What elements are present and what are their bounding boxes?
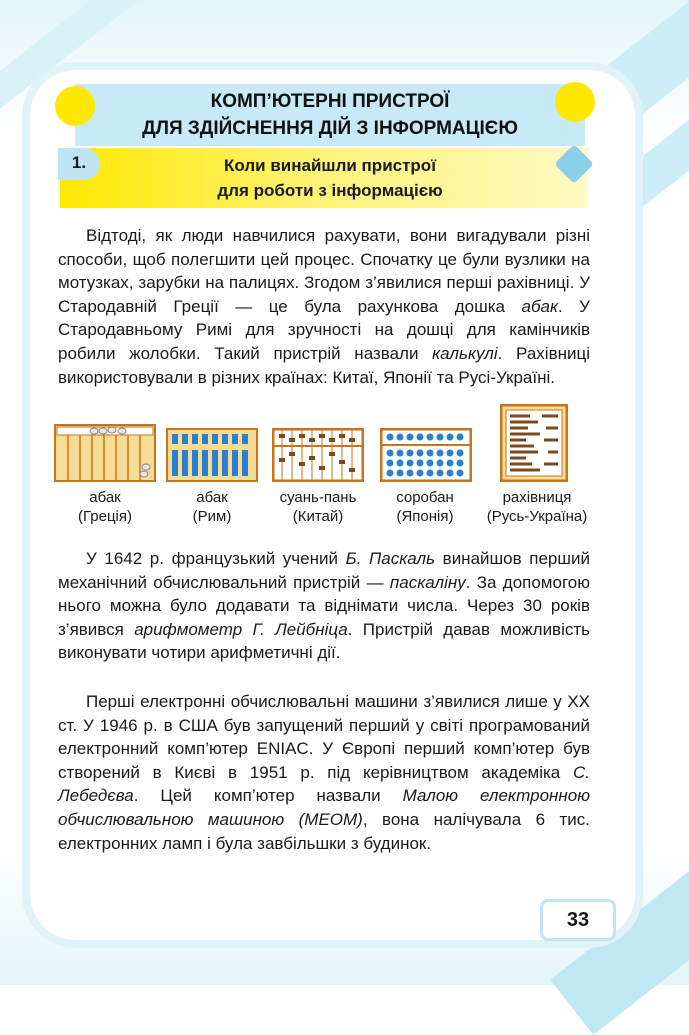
text-run: Перші електронні обчислювальні машини з’явилися лише у XX ст. У 1946 р. в США був запущений перший у світі програмований електронний комп’ютер ENIAC. У Європі перший комп’ютер був створений в Києві в 1951 р. під керівництвом академіка — [58, 692, 590, 782]
term-emphasis: калькулі — [432, 343, 498, 363]
text-run: Відтоді, як люди навчилися рахувати, вони вигадували різні способи, щоб полегшити цей процес. Спочатку це були вузлики на мотузках, зарубки на палицях. Згодом з’явилися перші рахівниці. У Стародавній Греції — це була рахункова дошка — [58, 226, 590, 316]
figure-caption-name: абак — [89, 489, 121, 506]
text-run: . Пристрій давав можливість виконувати чотири арифметичні дії. — [58, 619, 591, 663]
figure-caption — [478, 488, 596, 526]
section-title — [110, 153, 550, 203]
abacus-figures — [50, 404, 595, 534]
section-title-line1: Коли винайшли пристрої — [224, 156, 436, 175]
figure-caption-name: рахівниця — [502, 489, 572, 506]
figure-caption-name: суань-пань — [279, 489, 357, 506]
greek-abacus-icon — [54, 424, 156, 482]
paragraph-2 — [58, 547, 590, 665]
text-run: . Цей комп’ютер назвали — [133, 786, 403, 806]
term-emphasis: Малою електронною обчислювальною машиною (МЕОМ) — [58, 786, 590, 829]
figure-caption-name: соробан — [396, 489, 454, 506]
figure-caption — [263, 488, 373, 526]
term-emphasis: абак — [521, 296, 558, 316]
roman-abacus-icon — [166, 428, 258, 482]
term-emphasis: Б. Паскаль — [345, 549, 436, 568]
figure-caption-origin: (Греція) — [77, 508, 132, 525]
page-number: 33 — [540, 899, 616, 941]
figure-caption — [157, 488, 267, 526]
text-run: . У Стародавньому Римі для зручності на дошці для камінчиків робили жолобки. Такий пристрій назвали — [58, 296, 590, 363]
paragraph-1 — [58, 224, 590, 389]
figure-caption-origin: (Рим) — [192, 508, 232, 525]
text-run: винайшов перший механічний обчислювальний пристрій — — [58, 549, 590, 592]
term-emphasis: арифмометр Г. Лейбніца — [134, 619, 348, 639]
term-emphasis: С. Лебедєва — [58, 762, 590, 806]
figure-caption-name: абак — [196, 489, 228, 506]
text-run: У 1642 р. французький учений — [86, 549, 346, 568]
chinese-suanpan-icon — [272, 428, 364, 482]
text-run: . За допомогою нього можна було додавати та віднімати числа. Через 30 років з’явився — [58, 572, 590, 639]
text-run: . Рахівниці використовували в різних країнах: Китаї, Японії та Русі-Україні. — [58, 343, 590, 387]
chapter-title-line1: КОМП’ЮТЕРНІ ПРИСТРОЇ — [210, 91, 450, 112]
section-number: 1. — [58, 148, 100, 180]
figure-caption-origin: (Китай) — [292, 508, 344, 525]
chapter-title — [75, 88, 585, 142]
figure-caption — [370, 488, 480, 526]
chapter-title-line2: ДЛЯ ЗДІЙСНЕННЯ ДІЙ З ІНФОРМАЦІЄЮ — [142, 118, 518, 139]
ukrainian-abacus-icon — [500, 404, 568, 482]
figure-caption-origin: (Японія) — [396, 508, 454, 525]
text-run: , вона налічувала 6 тис. електронних ламп і була завбільшки з будинок. — [58, 809, 590, 853]
figure-caption-origin: (Русь-Україна) — [486, 508, 588, 525]
figure-caption — [50, 488, 160, 526]
term-emphasis: паскаліну — [389, 572, 466, 592]
paragraph-3 — [58, 690, 590, 855]
japanese-soroban-icon — [380, 428, 472, 482]
section-title-line2: для роботи з інформацією — [217, 181, 443, 200]
